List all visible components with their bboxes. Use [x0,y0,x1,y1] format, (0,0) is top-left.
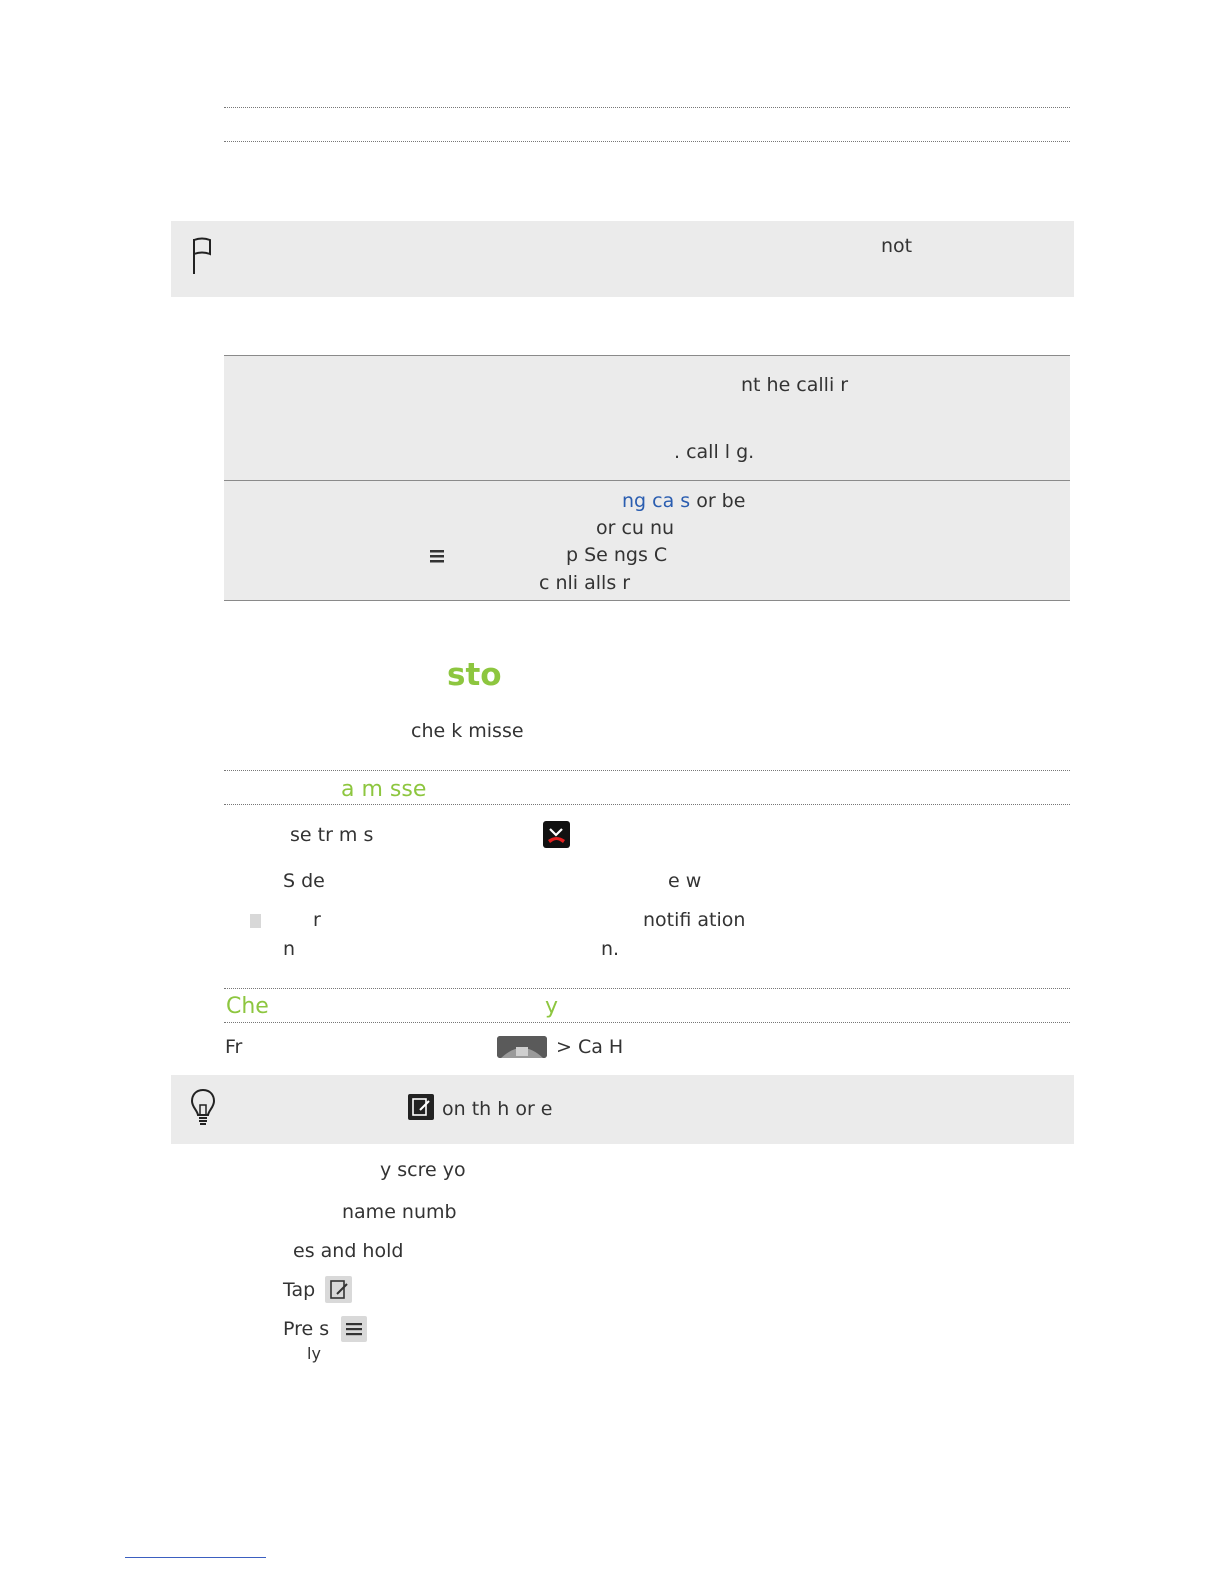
subsection2-line-end: > Ca H [556,1036,624,1058]
step-text-6: ly [307,1344,321,1363]
edit-icon [325,1276,352,1303]
subsection2-line-start: Fr [225,1036,243,1058]
subsection2-top-rule [224,988,1070,989]
step-text-1: y scre yo [380,1159,466,1181]
table-row1-line2: . call l g. [674,441,755,463]
tip-box [171,1075,1074,1144]
subsection2-bottom-rule [224,1022,1070,1023]
step3-marker [250,914,261,928]
table-bottom-rule [224,600,1070,601]
phone-app-icon [497,1036,547,1058]
call-log-link[interactable]: ng ca s [622,490,691,512]
lightbulb-icon [189,1087,217,1134]
note-text: not [881,235,913,257]
tip-text: on th h or e [442,1098,553,1120]
subsection1-bottom-rule [224,804,1070,805]
footnote-rule [125,1557,266,1558]
subsection1-top-rule [224,770,1070,771]
step-text-2: name numb [342,1201,457,1223]
section-heading: sto [447,657,502,693]
table-row [224,481,1070,600]
subsection1-title: a m sse [341,777,427,802]
table-row1-line1: nt he calli r [741,374,849,396]
step3-text-c: n [283,938,296,960]
divider-top-1 [224,107,1070,108]
table-row2-line3: p Se ngs C [566,544,668,566]
step3-text-d: n. [601,938,620,960]
table-row2-line4: c nli alls r [539,572,631,594]
subsection2-title-left: Che [226,994,269,1019]
menu-icon [429,547,445,570]
step-text-5: Pre s [283,1318,330,1340]
divider-top-2 [224,141,1070,142]
step-text-4: Tap [283,1279,316,1301]
edit-contact-icon [408,1094,434,1120]
missed-call-icon [543,821,570,848]
table-row [224,356,1070,480]
note-box [171,221,1074,297]
step2-text: S de [283,870,325,892]
step-text-3: es and hold [293,1240,404,1262]
step1-text: se tr m s [290,824,374,846]
flag-icon [190,236,214,281]
step3-text-b: notifi ation [643,909,746,931]
step2-tail: e w [668,870,702,892]
section-intro: che k misse [411,720,524,742]
subsection2-title-right: y [545,994,559,1019]
step3-text-a: r [313,909,321,931]
table-row2-line1: ng ca s or be [622,490,746,512]
table-row2-line2: or cu nu [596,517,675,539]
menu-icon [341,1316,367,1342]
